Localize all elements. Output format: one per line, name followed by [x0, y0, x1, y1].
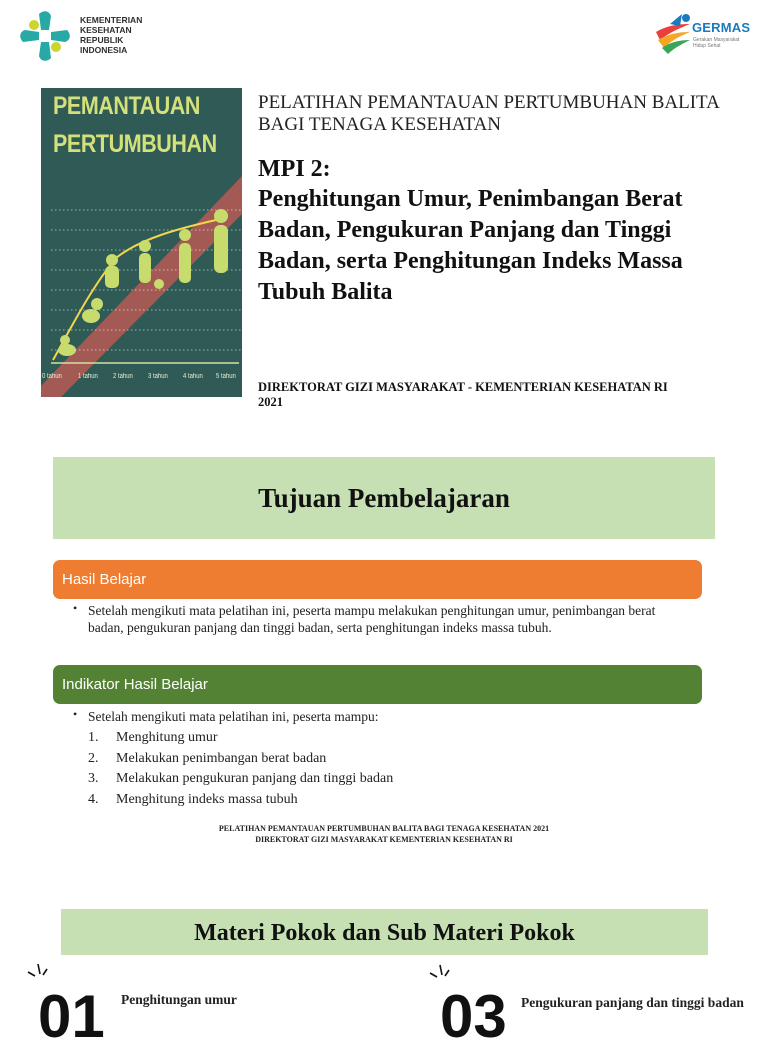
list-item: 4. Menghitung indeks massa tubuh — [88, 791, 298, 807]
cover-age-tick: 1 tahun — [78, 373, 98, 380]
list-item: 2. Melakukan penimbangan berat badan — [88, 750, 327, 766]
kemenkes-logo — [18, 8, 168, 64]
slide-footer-note: PELATIHAN PEMANTAUAN PERTUMBUHAN BALITA BAGI TENAGA KESEHATAN 2021 DIREKTORAT GIZI MASYARAKAT KEMENTERIAN KESEHATAN RI — [218, 824, 550, 844]
cover-image — [41, 88, 242, 397]
cover-age-tick: 4 tahun — [183, 373, 203, 380]
materi-number-01: 01 — [38, 983, 105, 1050]
kemenkes-emblem-icon — [18, 8, 74, 64]
germas-logo-subtext: Gerakan Masyarakat Hidup Sehat — [693, 37, 740, 49]
tujuan-pembelajaran-heading: Tujuan Pembelajaran — [53, 457, 715, 539]
bullet-dot-icon: • — [73, 601, 78, 615]
indikator-intro-bullet — [73, 708, 693, 725]
hasil-belajar-bullet — [73, 602, 693, 636]
materi-label-01: Penghitungan umur — [121, 992, 237, 1007]
germas-logo-word: GERMAS — [692, 20, 751, 35]
list-item: 3. Melakukan pengukuran panjang dan tinggi badan — [88, 771, 394, 786]
cover-age-tick: 3 tahun — [148, 373, 168, 380]
list-item: 1. Menghitung umur — [88, 730, 218, 745]
directorate-name: DIREKTORAT GIZI MASYARAKAT - KEMENTERIAN KESEHATAN RI — [258, 380, 668, 394]
cover-age-tick: 2 tahun — [113, 373, 133, 380]
cover-title-line1: PEMANTAUAN — [53, 92, 200, 120]
hasil-belajar-header: Hasil Belajar — [53, 560, 702, 599]
directorate-year: 2021 — [258, 395, 283, 409]
module-title: Penghitungan Umur, Penimbangan Berat Badan, Pengukuran Panjang dan Tinggi Badan, serta Penghitungan Indeks Massa Tubuh Balita — [258, 186, 683, 305]
materi-number-03: 03 — [440, 983, 507, 1050]
kemenkes-logo-text: KEMENTERIAN KESEHATAN REPUBLIK INDONESIA — [80, 15, 143, 55]
hasil-belajar-text: Setelah mengikuti mata pelatihan ini, peserta mampu melakukan penghitungan umur, penimbangan berat badan, pengukuran panjang dan tinggi badan, serta penghitungan indeks massa tubuh. — [88, 603, 656, 635]
indikator-intro-text: Setelah mengikuti mata pelatihan ini, peserta mampu: — [88, 709, 379, 724]
indikator-hasil-belajar-header: Indikator Hasil Belajar — [53, 665, 702, 704]
module-code: MPI 2: — [258, 156, 331, 182]
materi-label-03: Pengukuran panjang dan tinggi badan — [521, 995, 744, 1010]
indikator-list — [88, 728, 588, 810]
materi-pokok-heading: Materi Pokok dan Sub Materi Pokok — [61, 909, 708, 955]
cover-age-tick: 5 tahun — [216, 373, 236, 380]
sparkle-accent-icon — [26, 962, 50, 980]
sparkle-accent-icon — [428, 963, 452, 981]
directorate-credit — [258, 380, 748, 410]
cover-title-line2: PERTUMBUHAN — [53, 130, 217, 158]
bullet-dot-icon: • — [73, 707, 78, 721]
course-title: PELATIHAN PEMANTAUAN PERTUMBUHAN BALITA BAGI TENAGA KESEHATAN — [258, 92, 719, 135]
germas-logo — [652, 10, 762, 56]
cover-age-tick: 0 tahun — [42, 373, 62, 380]
